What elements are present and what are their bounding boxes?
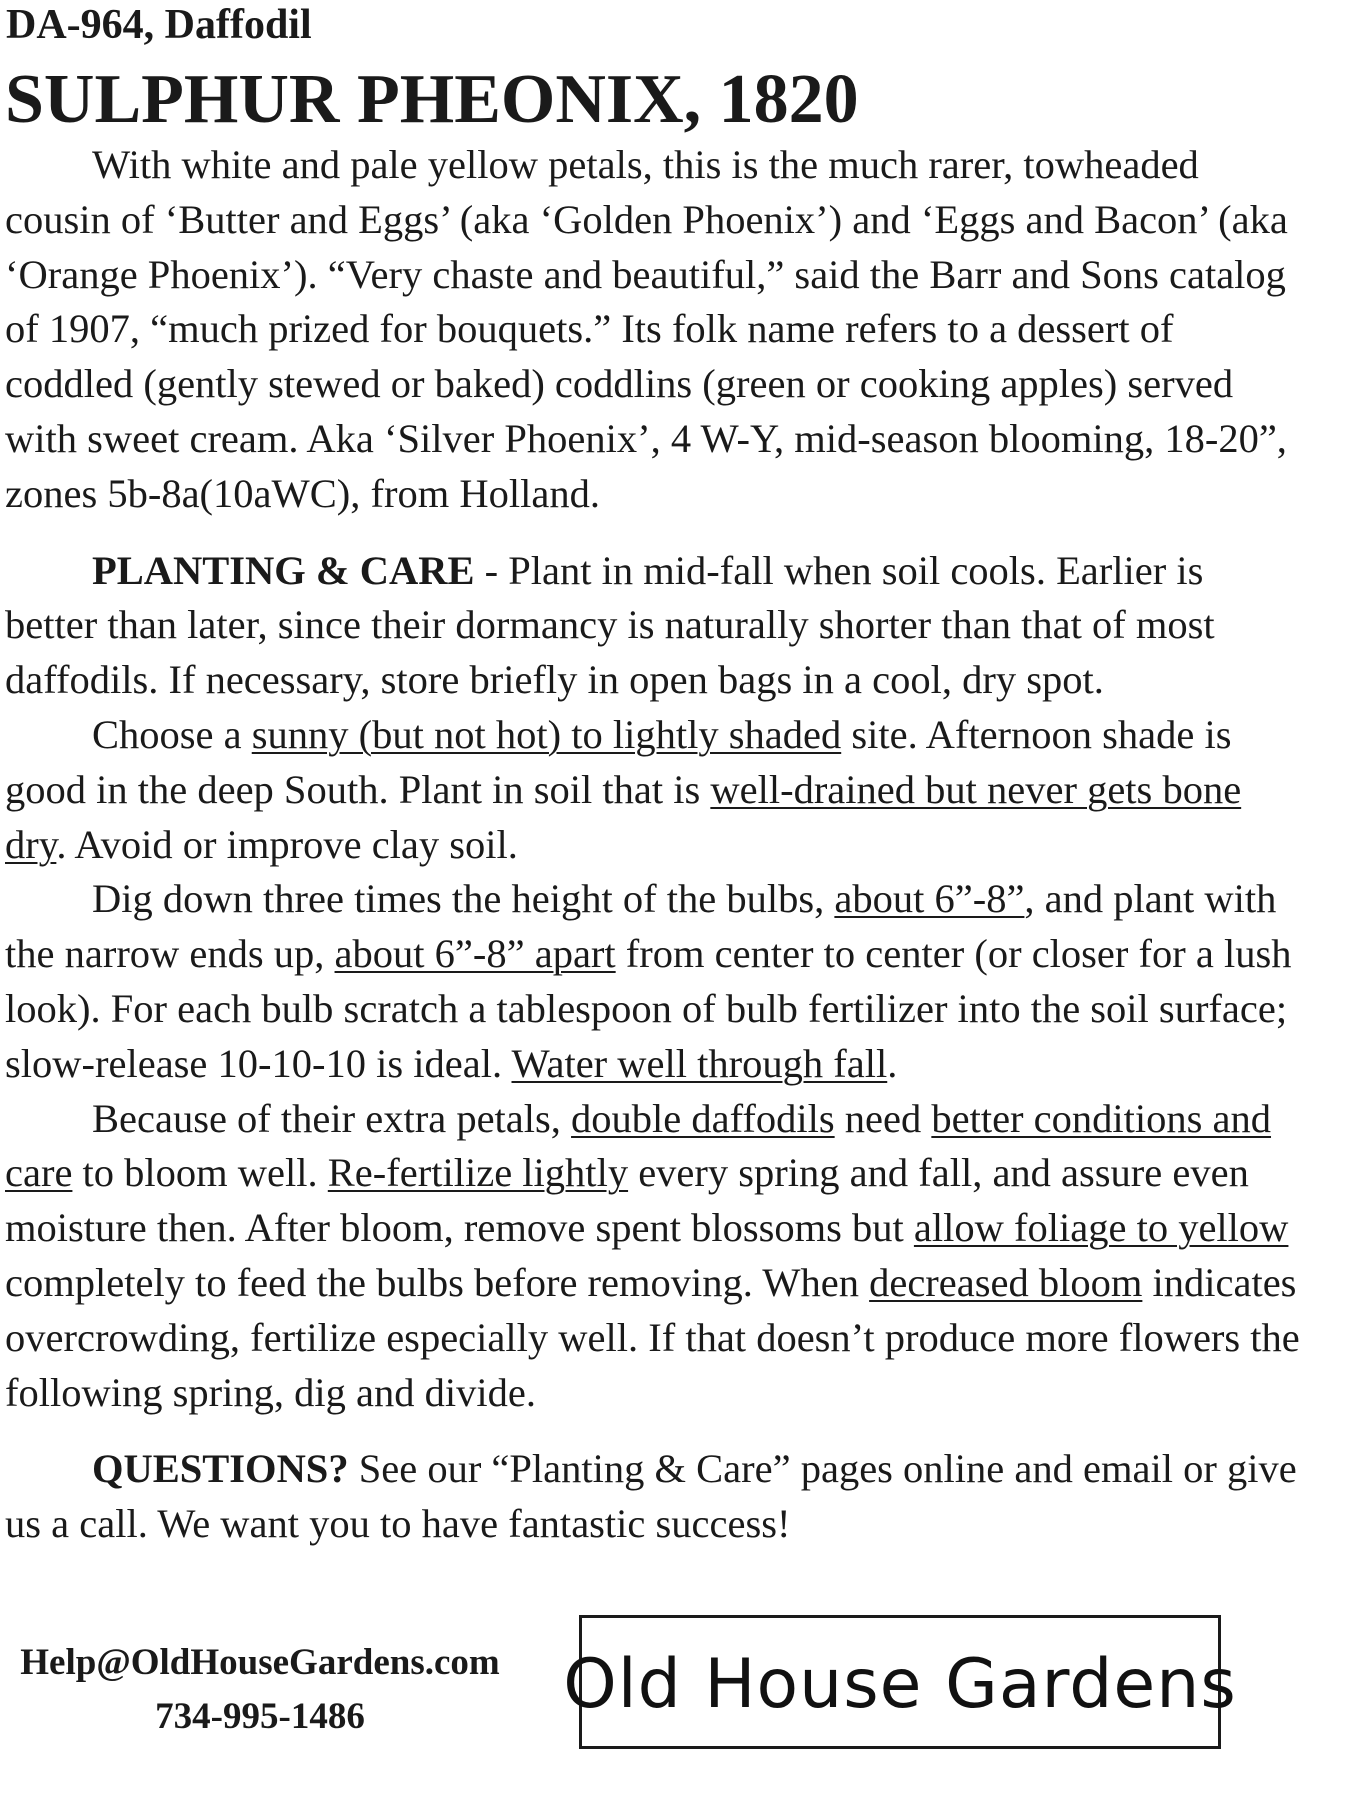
planting-paragraph-3: Dig down three times the height of the bulbs, about 6”-8”, and plant with the narrow ends up, about 6”-8” apart from center to center (or closer for a lush look). For each bulb scratch a tablespoon of bulb fertilizer into the soil surface; slow-release 10-10-10 is ideal. Water well through fall. xyxy=(5,876,1292,1086)
planting-paragraph-4: Because of their extra petals, double daffodils need better conditions and care to bloom well. Re-fertilize lightly every spring and fall, and assure even moisture then. After bloom, remove spent blossoms but allow foliage to yellow completely to feed the bulbs before removing. When decreased bloom indicates overcrowding, fertilize especially well. If that doesn’t produce more flowers the following spring, dig and divide. xyxy=(5,1095,1300,1415)
brand-logo xyxy=(563,1615,1237,1749)
logo-text: Old House Gardens xyxy=(563,1645,1237,1724)
contact-block xyxy=(0,1636,520,1744)
questions-heading: QUESTIONS? xyxy=(92,1446,349,1492)
underlined-phrase: Re-fertilize lightly xyxy=(327,1150,629,1196)
body-text xyxy=(5,138,1305,1552)
underlined-phrase: allow foliage to yellow xyxy=(913,1205,1289,1251)
planting-paragraph-2: Choose a sunny (but not hot) to lightly shaded site. Afternoon shade is good in the deep South. Plant in soil that is well-drained but never gets bone dry. Avoid or improve clay soil. xyxy=(5,711,1242,867)
contact-email: Help@OldHouseGardens.com xyxy=(20,1642,500,1683)
contact-phone: 734-995-1486 xyxy=(155,1696,365,1737)
planting-heading: PLANTING & CARE xyxy=(92,547,475,593)
questions-paragraph: QUESTIONS? See our “Planting & Care” pages online and email or give us a call. We want you to have fantastic success! xyxy=(5,1446,1297,1547)
page-title: SULPHUR PHEONIX, 1820 xyxy=(5,61,859,138)
product-code: DA-964, Daffodil xyxy=(6,2,312,48)
underlined-phrase: about 6”-8” xyxy=(834,876,1025,922)
planting-paragraph-1: PLANTING & CARE - Plant in mid-fall when soil cools. Earlier is better than later, since their dormancy is naturally shorter than that of most daffodils. If necessary, store briefly in open bags in a cool, dry spot. xyxy=(5,547,1215,703)
underlined-phrase: well-drained but never gets bone dry xyxy=(5,766,1242,867)
underlined-phrase: about 6”-8” apart xyxy=(334,931,616,977)
description-paragraph: With white and pale yellow petals, this is the much rarer, towheaded cousin of ‘Butter and Eggs’ (aka ‘Golden Phoenix’) and ‘Eggs and Bacon’ (aka ‘Orange Phoenix’). “Very chaste and beautiful,” said the Barr and Sons catalog of 1907, “much prized for bouquets.” Its folk name refers to a dessert of coddled (gently stewed or baked) coddlins (green or cooking apples) served with sweet cream. Aka ‘Silver Phoenix’, 4 W-Y, mid-season blooming, 18-20”, zones 5b-8a(10aWC), from Holland. xyxy=(5,142,1288,516)
logo-wordmark xyxy=(563,1627,1237,1737)
underlined-phrase: sunny (but not hot) to lightly shaded xyxy=(251,711,842,757)
underlined-phrase: Water well through fall xyxy=(511,1040,888,1086)
underlined-phrase: decreased bloom xyxy=(869,1259,1143,1305)
underlined-phrase: better conditions and care xyxy=(5,1095,1272,1196)
underlined-phrase: double daffodils xyxy=(571,1095,835,1141)
